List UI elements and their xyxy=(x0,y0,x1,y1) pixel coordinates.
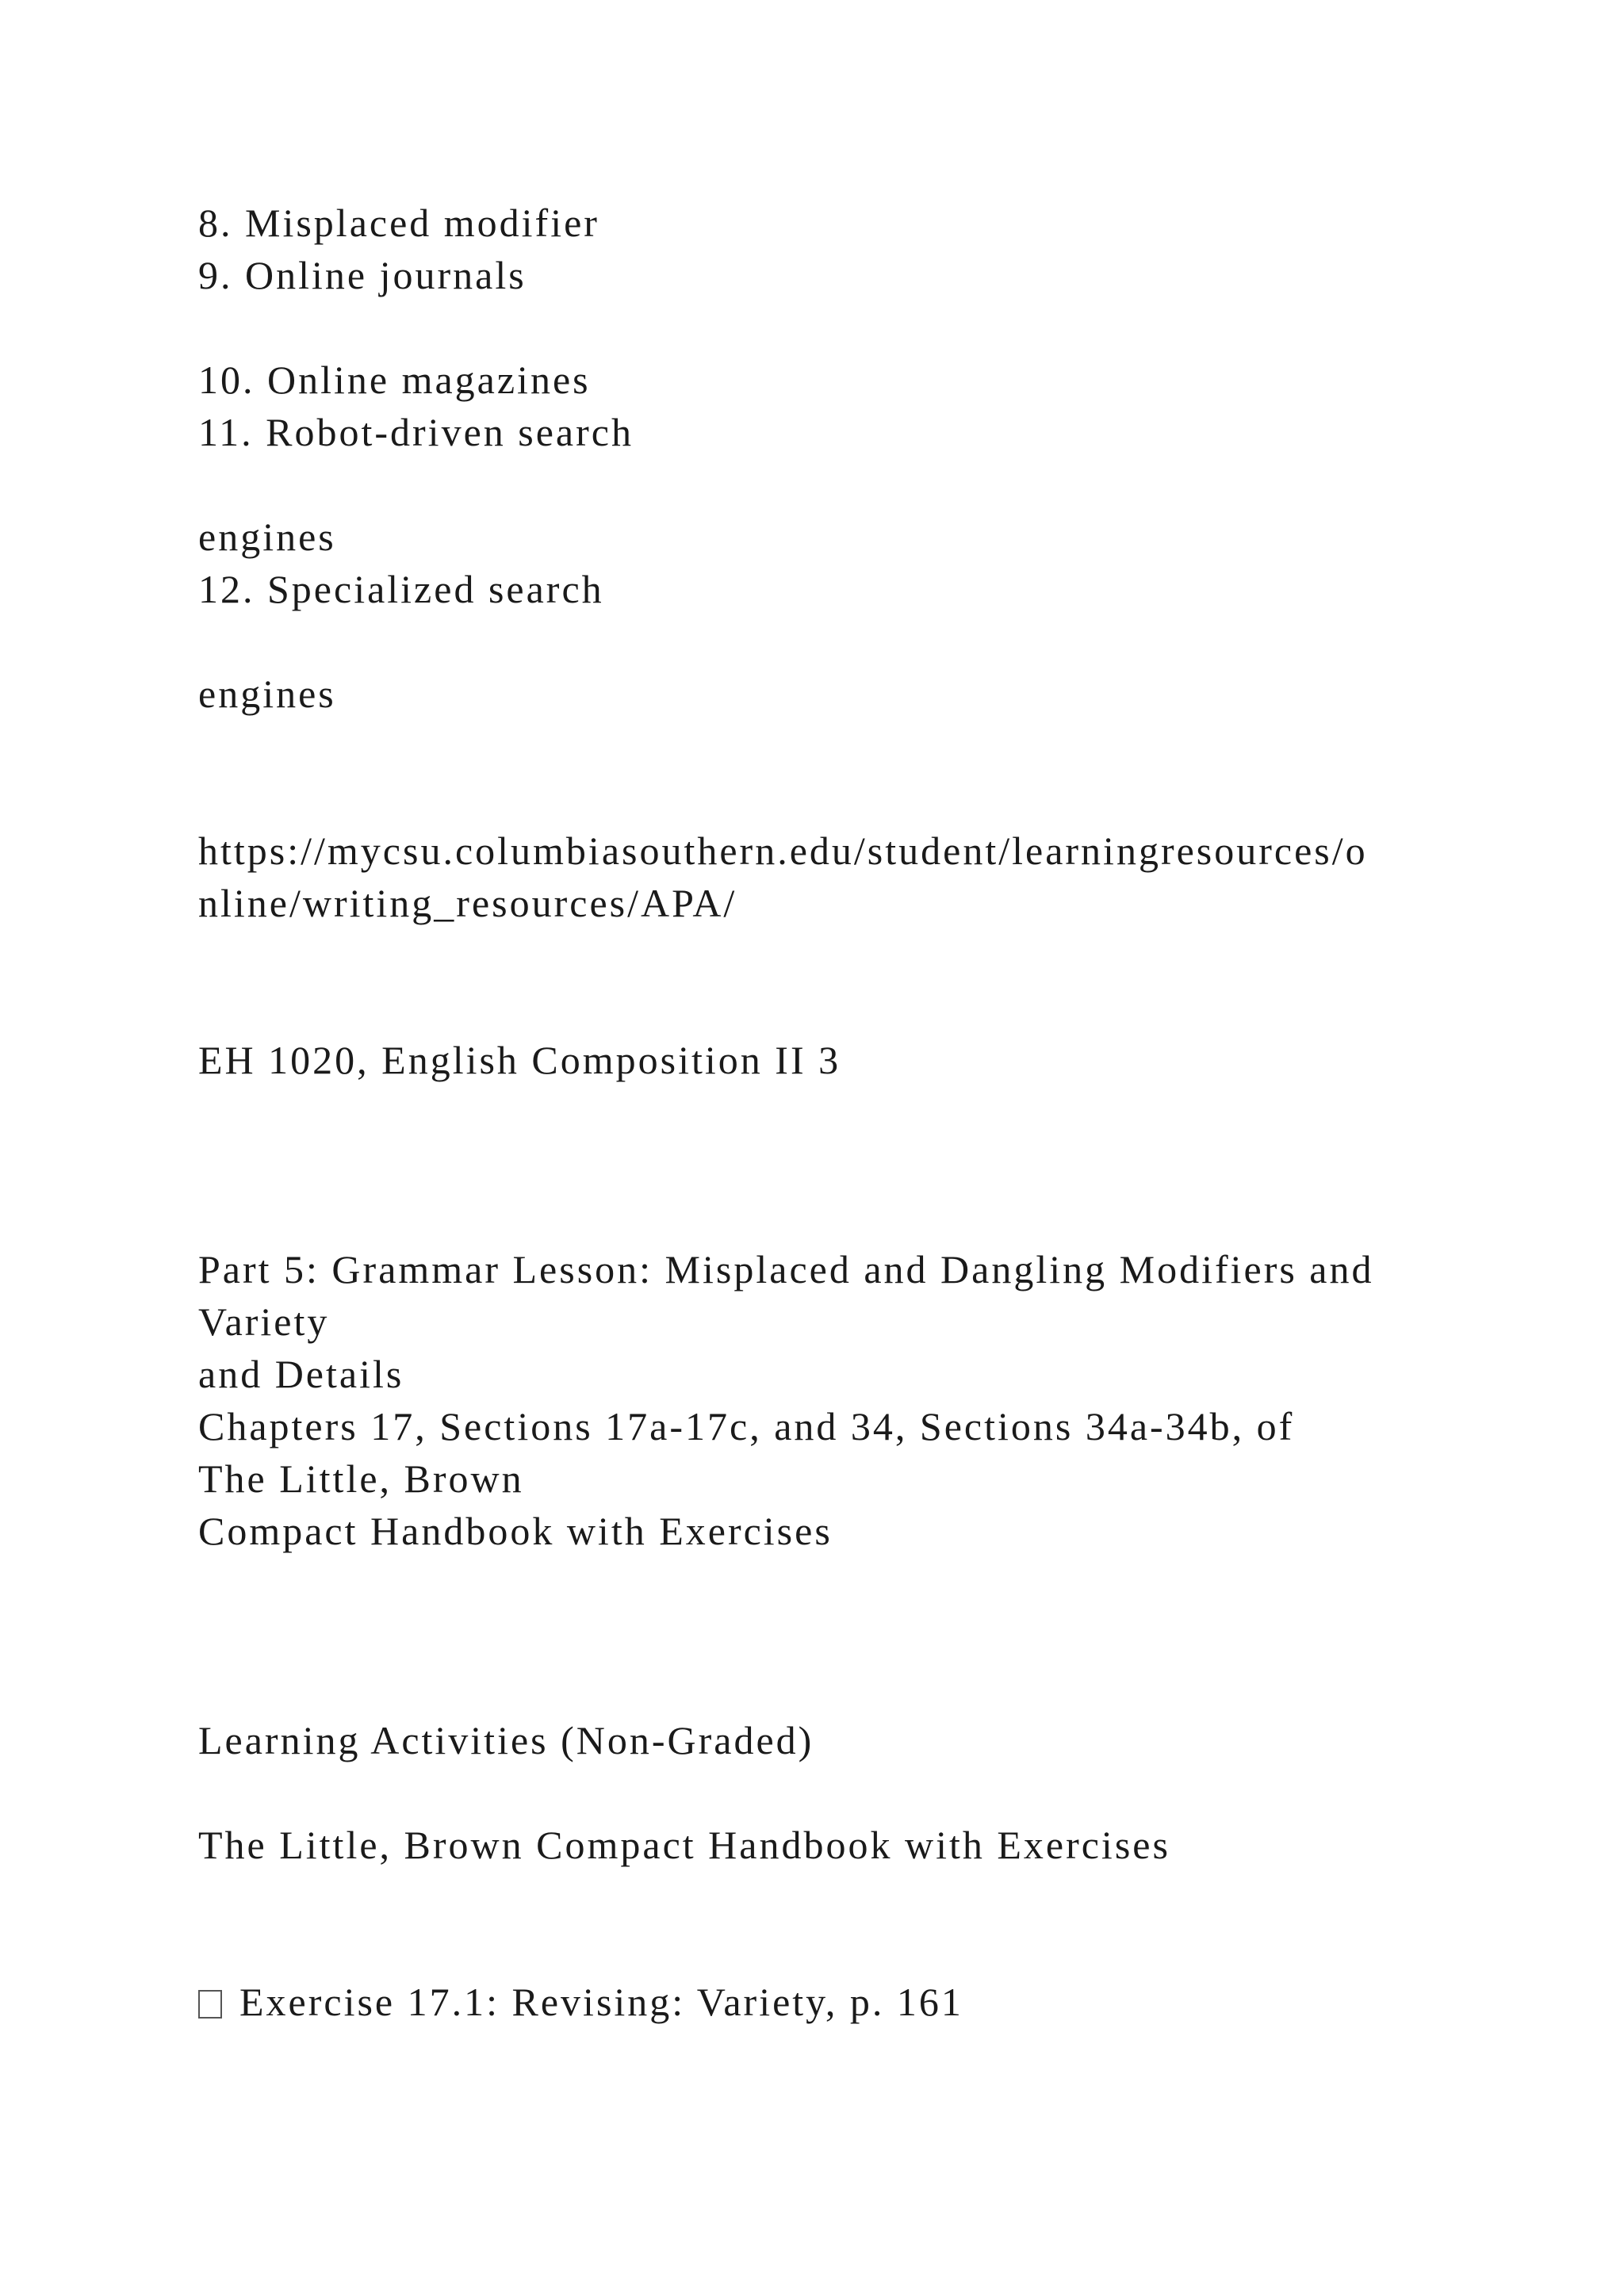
missing-glyph-box-icon xyxy=(198,1990,222,2019)
reading-line-2: The Little, Brown xyxy=(198,1456,524,1501)
exercise-item xyxy=(198,1976,963,2028)
list-item-continuation: engines xyxy=(198,515,336,559)
learning-activities-heading: Learning Activities (Non-Graded) xyxy=(198,1718,814,1762)
list-item-online-journals: 9. Online journals xyxy=(198,253,527,297)
section-heading-line-1: Part 5: Grammar Lesson: Misplaced and Dangling Modifiers and xyxy=(198,1247,1374,1292)
url-line-2: nline/writing_resources/APA/ xyxy=(198,881,737,925)
list-item-misplaced-modifier: 8. Misplaced modifier xyxy=(198,201,599,245)
book-title: The Little, Brown Compact Handbook with Exercises xyxy=(198,1823,1170,1867)
list-item-robot-driven-search: 11. Robot-driven search xyxy=(198,410,634,454)
list-item-continuation: engines xyxy=(198,672,336,716)
course-footer: EH 1020, English Composition II 3 xyxy=(198,1038,841,1082)
section-heading-line-3: and Details xyxy=(198,1352,404,1396)
list-item-online-magazines: 10. Online magazines xyxy=(198,358,591,402)
exercise-label: Exercise 17.1: Revising: Variety, p. 161 xyxy=(239,1980,963,2024)
list-item-specialized-search: 12. Specialized search xyxy=(198,567,604,611)
url-line-1: https://mycsu.columbiasouthern.edu/student/learningresources/o xyxy=(198,828,1368,873)
reading-line-1: Chapters 17, Sections 17a-17c, and 34, Sections 34a-34b, of xyxy=(198,1404,1295,1448)
reading-line-3: Compact Handbook with Exercises xyxy=(198,1509,833,1553)
section-heading-line-2: Variety xyxy=(198,1299,330,1344)
